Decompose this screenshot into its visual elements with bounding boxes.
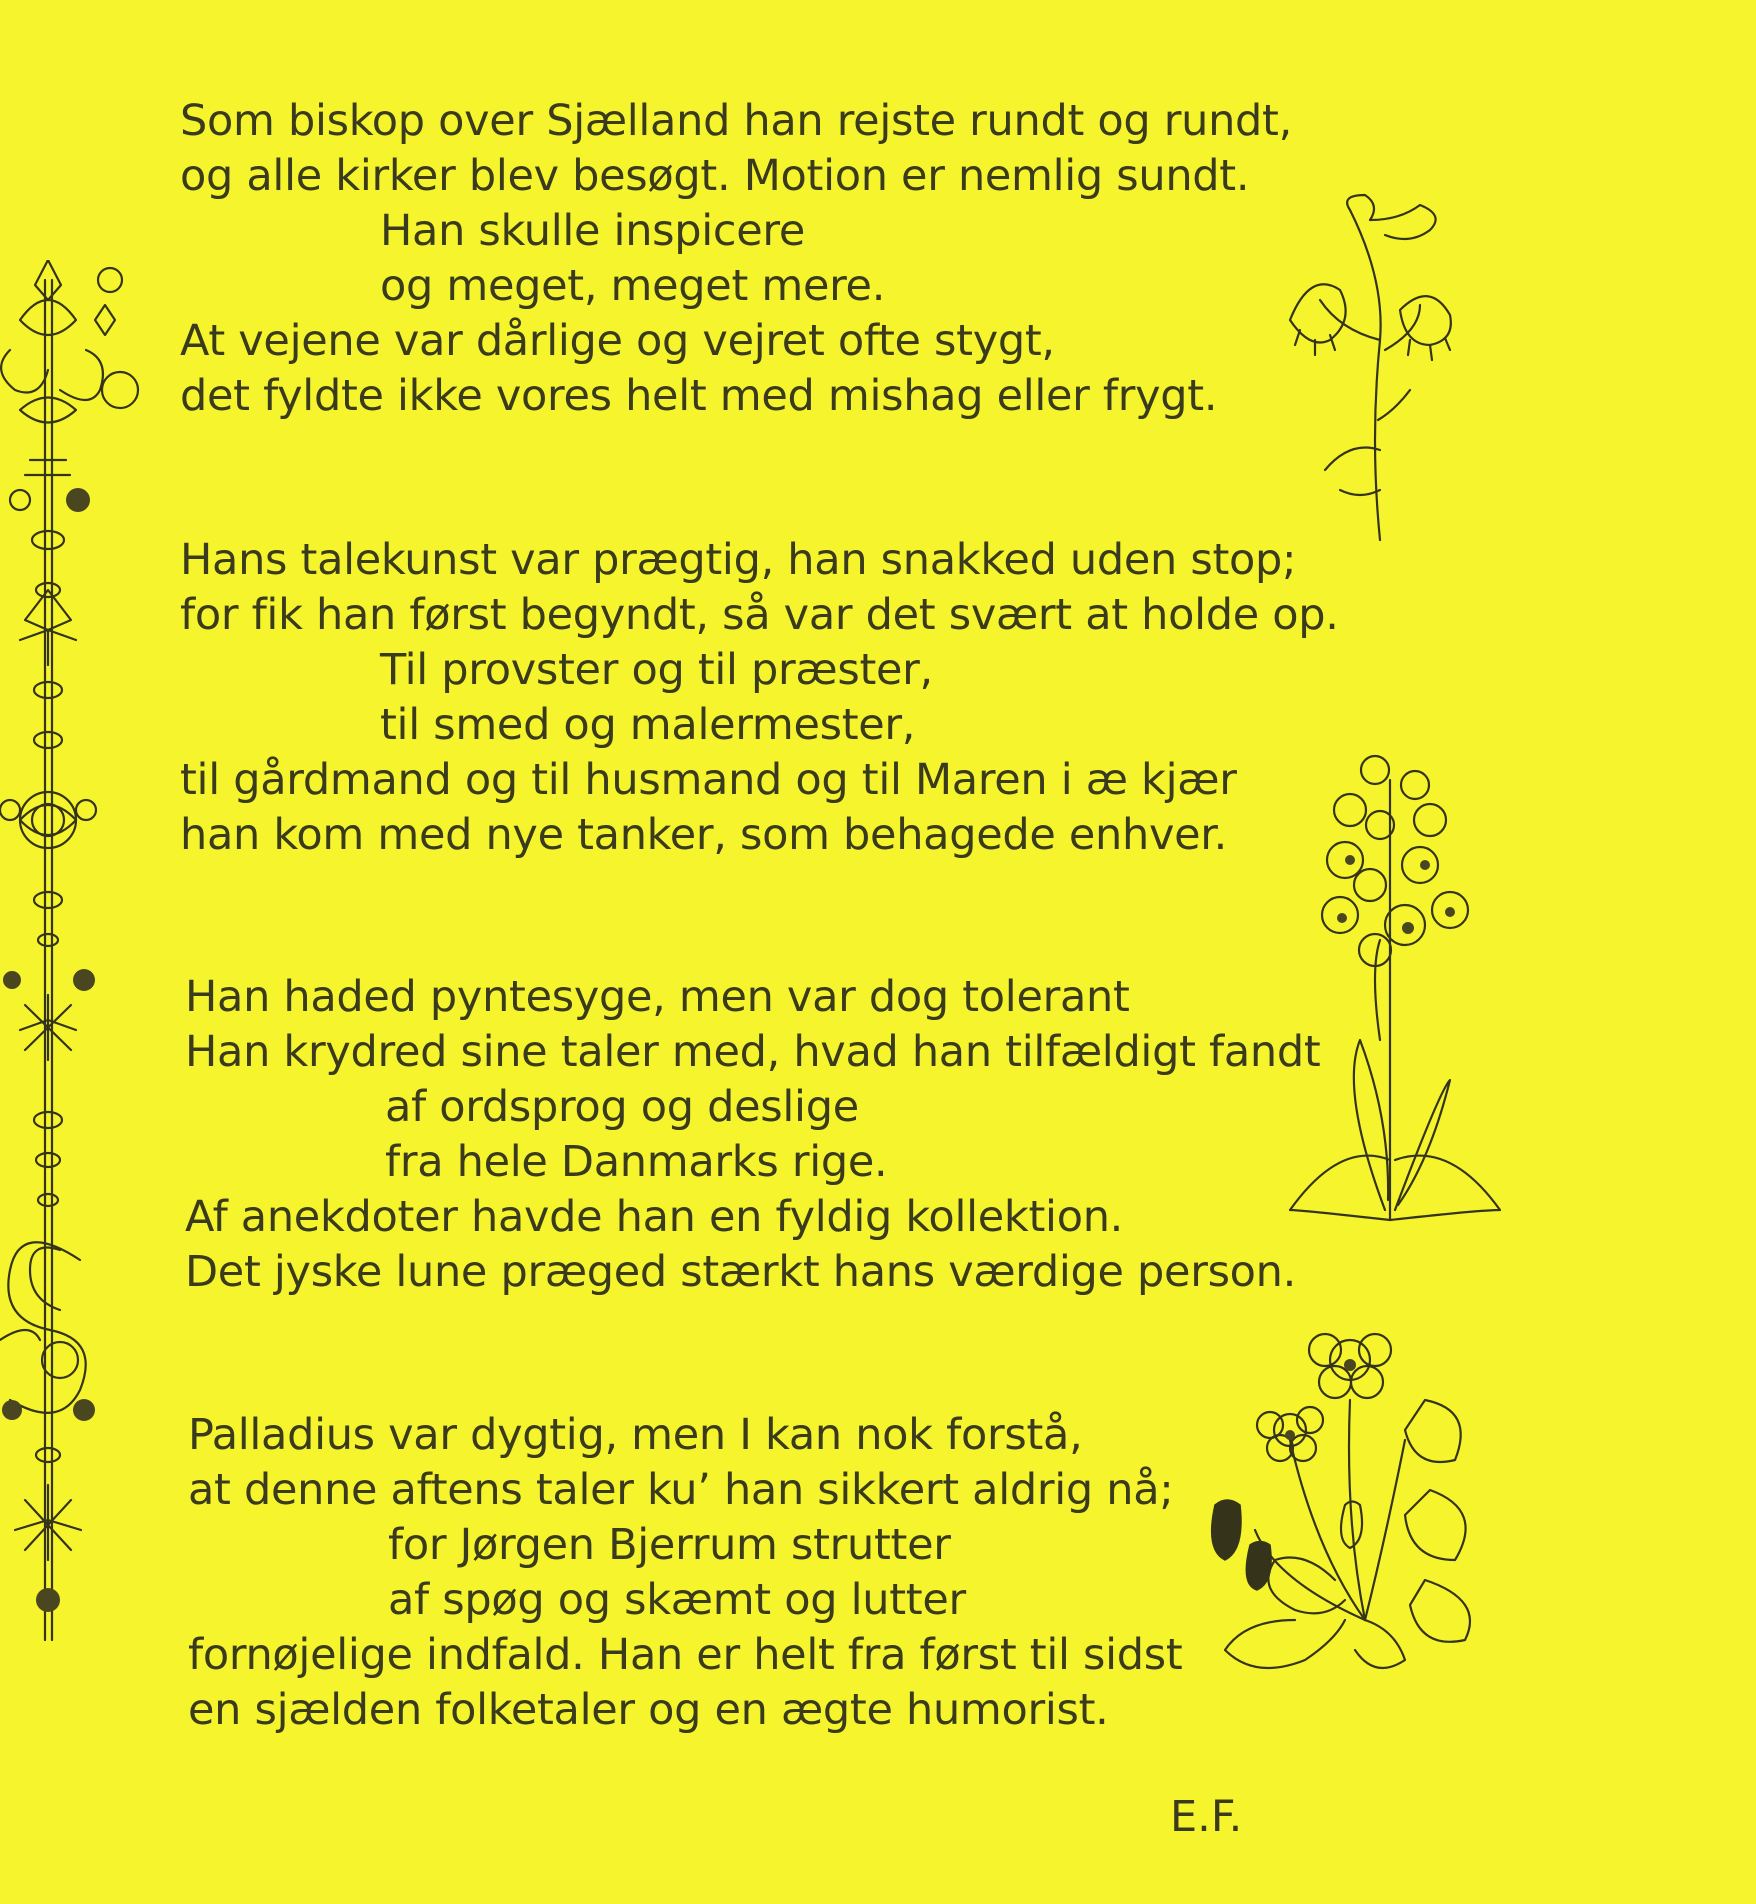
poem-line: en sjælden folketaler og en ægte humorist.: [188, 1685, 1109, 1735]
poem-line: Hans talekunst var prægtig, han snakked uden stop;: [180, 535, 1297, 585]
stanza-4: [188, 1408, 1338, 1738]
signature: E.F.: [1170, 1792, 1243, 1842]
poem-line: Han krydred sine taler med, hvad han tilfældigt fandt: [185, 1027, 1321, 1077]
poem-line: for Jørgen Bjerrum strutter: [388, 1520, 951, 1570]
poem-line: af ordsprog og deslige: [385, 1082, 859, 1132]
poem-line: og alle kirker blev besøgt. Motion er nemlig sundt.: [180, 151, 1250, 201]
poem-line: Det jyske lune præged stærkt hans værdige person.: [185, 1247, 1297, 1297]
poem-line: Han haded pyntesyge, men var dog tolerant: [185, 972, 1130, 1022]
poem-line: at denne aftens taler ku’ han sikkert aldrig nå;: [188, 1465, 1174, 1515]
poem-line: han kom med nye tanker, som behagede enhver.: [180, 810, 1228, 860]
poem-line: Palladius var dygtig, men I kan nok forstå,: [188, 1410, 1083, 1460]
poem-line: til gårdmand og til husmand og til Maren i æ kjær: [180, 755, 1237, 805]
poem-line: At vejene var dårlige og vejret ofte stygt,: [180, 316, 1055, 366]
poem-line: af spøg og skæmt og lutter: [388, 1575, 966, 1625]
poem-line: Til provster og til præster,: [380, 645, 933, 695]
poem-line: fornøjelige indfald. Han er helt fra først til sidst: [188, 1630, 1183, 1680]
stanza-3: [185, 970, 1335, 1300]
poem-line: det fyldte ikke vores helt med mishag eller frygt.: [180, 371, 1218, 421]
poem-line: Som biskop over Sjælland han rejste rundt og rundt,: [180, 96, 1292, 146]
stanza-1: [180, 94, 1330, 424]
poem-line: Af anekdoter havde han en fyldig kollektion.: [185, 1192, 1124, 1242]
ornamental-vine-border-icon: [0, 260, 150, 1660]
poem-line: Han skulle inspicere: [380, 206, 805, 256]
poem-line: og meget, meget mere.: [380, 261, 886, 311]
stanza-2: [180, 533, 1339, 863]
poem-line: til smed og malermester,: [380, 700, 916, 750]
poem-line: for fik han først begyndt, så var det svært at holde op.: [180, 590, 1339, 640]
poem-line: fra hele Danmarks rige.: [385, 1137, 888, 1187]
